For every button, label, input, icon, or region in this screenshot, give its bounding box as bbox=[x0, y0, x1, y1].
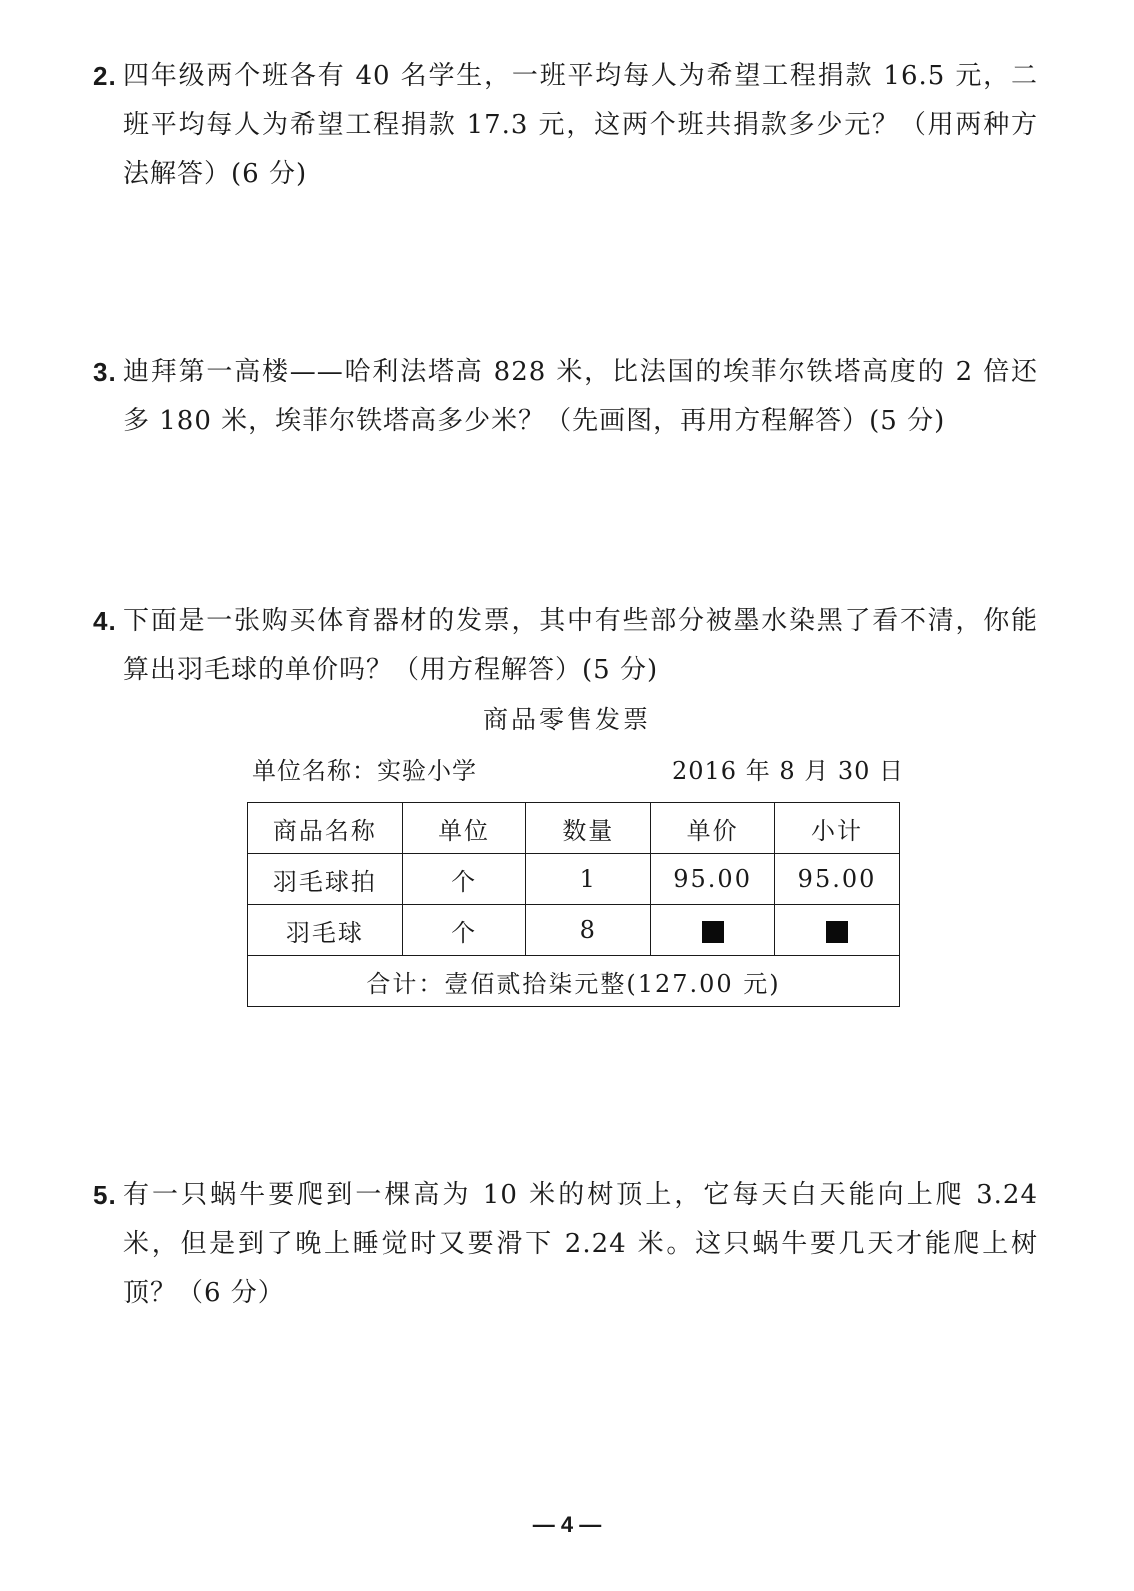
table-total-row bbox=[248, 956, 900, 1007]
question-text: 下面是一张购买体育器材的发票，其中有些部分被墨水染黑了看不清，你能算出羽毛球的单价吗？（用方程解答）(5 分) bbox=[123, 606, 1038, 685]
question-text: 四年级两个班各有 40 名学生，一班平均每人为希望工程捐款 16.5 元，二班平均每人为希望工程捐款 17.3 元，这两个班共捐款多少元？（用两种方法解答）(6 分) bbox=[123, 61, 1038, 189]
header-unit: 单位 bbox=[402, 803, 526, 854]
question-3 bbox=[93, 348, 1038, 446]
question-text: 迪拜第一高楼——哈利法塔高 828 米，比法国的埃菲尔铁塔高度的 2 倍还多 180 米，埃菲尔铁塔高多少米？（先画图，再用方程解答）(5 分) bbox=[123, 357, 1038, 436]
cell-subtotal-obscured bbox=[775, 905, 900, 956]
table-header-row bbox=[248, 803, 900, 854]
cell-unit-price: 95.00 bbox=[651, 854, 775, 905]
question-4 bbox=[93, 597, 1038, 695]
cell-unit: 个 bbox=[402, 854, 526, 905]
cell-quantity: 1 bbox=[526, 854, 651, 905]
cell-subtotal: 95.00 bbox=[775, 854, 900, 905]
table-row bbox=[248, 905, 900, 956]
question-number: 3. bbox=[93, 357, 117, 387]
invoice-date: 2016 年 8 月 30 日 bbox=[672, 757, 905, 785]
header-unit-price: 单价 bbox=[651, 803, 775, 854]
invoice-unit-name: 单位名称：实验小学 bbox=[252, 757, 477, 785]
question-number: 5. bbox=[93, 1180, 117, 1210]
ink-blot bbox=[826, 921, 848, 943]
question-number: 4. bbox=[93, 606, 117, 636]
cell-unit: 个 bbox=[402, 905, 526, 956]
ink-blot bbox=[702, 921, 724, 943]
question-5 bbox=[93, 1171, 1038, 1318]
header-quantity: 数量 bbox=[526, 803, 651, 854]
header-item-name: 商品名称 bbox=[248, 803, 403, 854]
invoice-total: 合计：壹佰贰拾柒元整(127.00 元) bbox=[248, 956, 900, 1007]
cell-item-name: 羽毛球拍 bbox=[248, 854, 403, 905]
table-row bbox=[248, 854, 900, 905]
cell-unit-price-obscured bbox=[651, 905, 775, 956]
cell-quantity: 8 bbox=[526, 905, 651, 956]
invoice-table bbox=[247, 802, 900, 1007]
header-subtotal: 小计 bbox=[775, 803, 900, 854]
invoice-title: 商品零售发票 bbox=[482, 705, 651, 734]
page-number: — 4 — bbox=[532, 1512, 602, 1537]
question-number: 2. bbox=[93, 61, 117, 91]
cell-item-name: 羽毛球 bbox=[248, 905, 403, 956]
question-2 bbox=[93, 52, 1038, 199]
question-text: 有一只蜗牛要爬到一棵高为 10 米的树顶上，它每天白天能向上爬 3.24 米，但是到了晚上睡觉时又要滑下 2.24 米。这只蜗牛要几天才能爬上树顶？（6 分） bbox=[123, 1180, 1038, 1308]
